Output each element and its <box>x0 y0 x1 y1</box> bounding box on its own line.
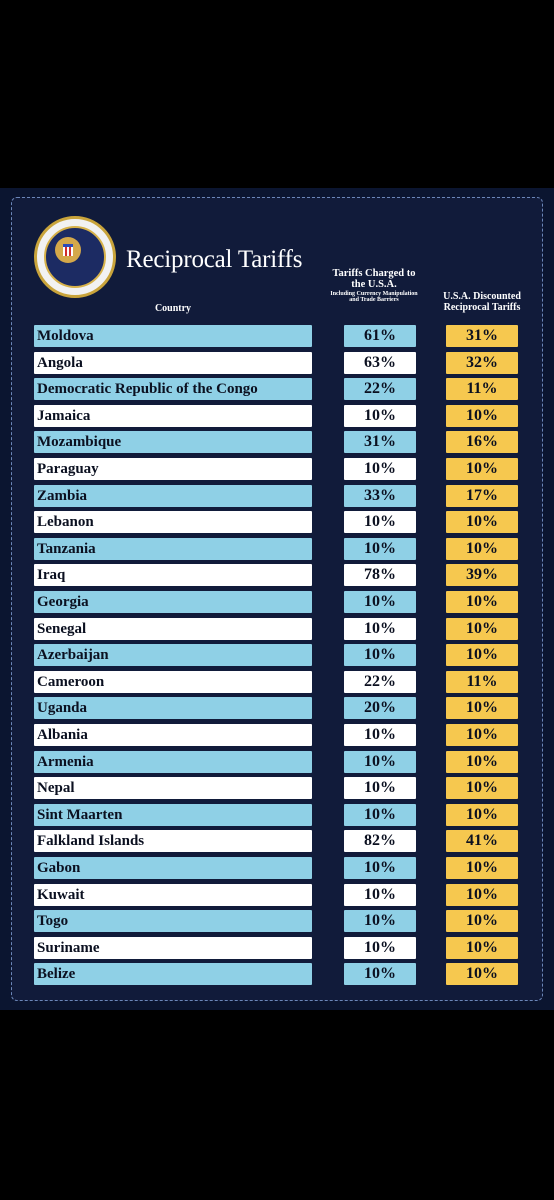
country-cell: Albania <box>34 724 312 746</box>
country-cell: Democratic Republic of the Congo <box>34 378 312 400</box>
charged-tariff-cell: 10% <box>344 884 416 906</box>
table-row <box>34 804 520 826</box>
table-row <box>34 724 520 746</box>
table-row <box>34 857 520 879</box>
charged-tariff-cell: 20% <box>344 697 416 719</box>
tariff-table <box>34 325 520 989</box>
discounted-tariff-cell: 17% <box>446 485 518 507</box>
charged-tariff-cell: 63% <box>344 352 416 374</box>
discounted-tariff-cell: 11% <box>446 671 518 693</box>
charged-tariff-cell: 61% <box>344 325 416 347</box>
discounted-tariff-cell: 10% <box>446 644 518 666</box>
discounted-tariff-cell: 10% <box>446 751 518 773</box>
country-cell: Gabon <box>34 857 312 879</box>
country-cell: Cameroon <box>34 671 312 693</box>
discounted-tariff-cell: 10% <box>446 884 518 906</box>
table-row <box>34 485 520 507</box>
table-row <box>34 352 520 374</box>
discounted-tariff-cell: 10% <box>446 405 518 427</box>
discounted-tariff-cell: 41% <box>446 830 518 852</box>
country-cell: Iraq <box>34 564 312 586</box>
discounted-tariff-cell: 10% <box>446 458 518 480</box>
country-cell: Kuwait <box>34 884 312 906</box>
table-row <box>34 910 520 932</box>
table-row <box>34 405 520 427</box>
discounted-tariff-cell: 16% <box>446 431 518 453</box>
country-cell: Senegal <box>34 618 312 640</box>
discounted-tariff-cell: 32% <box>446 352 518 374</box>
charged-tariff-cell: 10% <box>344 777 416 799</box>
table-row <box>34 564 520 586</box>
country-cell: Belize <box>34 963 312 985</box>
charged-tariff-cell: 10% <box>344 511 416 533</box>
discounted-tariff-cell: 10% <box>446 963 518 985</box>
table-row <box>34 618 520 640</box>
country-cell: Lebanon <box>34 511 312 533</box>
table-row <box>34 431 520 453</box>
country-cell: Moldova <box>34 325 312 347</box>
discounted-tariff-cell: 31% <box>446 325 518 347</box>
table-row <box>34 538 520 560</box>
header-charged-main: Tariffs Charged to the U.S.A. <box>332 268 416 291</box>
country-cell: Uganda <box>34 697 312 719</box>
discounted-tariff-cell: 10% <box>446 511 518 533</box>
table-row <box>34 671 520 693</box>
table-row <box>34 325 520 347</box>
table-row <box>34 937 520 959</box>
header-charged-sub: Including Currency Manipulation and Trade Barriers <box>330 291 418 304</box>
charged-tariff-cell: 10% <box>344 857 416 879</box>
charged-tariff-cell: 10% <box>344 458 416 480</box>
charged-tariff-cell: 78% <box>344 564 416 586</box>
charged-tariff-cell: 10% <box>344 405 416 427</box>
charged-tariff-cell: 22% <box>344 671 416 693</box>
charged-tariff-cell: 10% <box>344 538 416 560</box>
table-row <box>34 644 520 666</box>
discounted-tariff-cell: 10% <box>446 804 518 826</box>
table-row <box>34 378 520 400</box>
presidential-seal-icon <box>34 216 116 298</box>
charged-tariff-cell: 22% <box>344 378 416 400</box>
country-cell: Georgia <box>34 591 312 613</box>
charged-tariff-cell: 10% <box>344 751 416 773</box>
charged-tariff-cell: 82% <box>344 830 416 852</box>
discounted-tariff-cell: 10% <box>446 857 518 879</box>
charged-tariff-cell: 10% <box>344 644 416 666</box>
charged-tariff-cell: 33% <box>344 485 416 507</box>
table-row <box>34 777 520 799</box>
charged-tariff-cell: 10% <box>344 591 416 613</box>
charged-tariff-cell: 10% <box>344 910 416 932</box>
discounted-tariff-cell: 11% <box>446 378 518 400</box>
country-cell: Zambia <box>34 485 312 507</box>
discounted-tariff-cell: 10% <box>446 618 518 640</box>
country-cell: Jamaica <box>34 405 312 427</box>
charged-tariff-cell: 10% <box>344 937 416 959</box>
country-cell: Mozambique <box>34 431 312 453</box>
header-discounted: U.S.A. Discounted Reciprocal Tariffs <box>443 291 521 313</box>
discounted-tariff-cell: 10% <box>446 937 518 959</box>
charged-tariff-cell: 31% <box>344 431 416 453</box>
country-cell: Togo <box>34 910 312 932</box>
table-row <box>34 884 520 906</box>
charged-tariff-cell: 10% <box>344 963 416 985</box>
header-country: Country <box>154 303 192 314</box>
page-title: Reciprocal Tariffs <box>126 246 303 273</box>
table-row <box>34 591 520 613</box>
header-charged <box>326 268 422 304</box>
country-cell: Angola <box>34 352 312 374</box>
table-row <box>34 830 520 852</box>
discounted-tariff-cell: 10% <box>446 724 518 746</box>
table-row <box>34 697 520 719</box>
discounted-tariff-cell: 10% <box>446 697 518 719</box>
country-cell: Falkland Islands <box>34 830 312 852</box>
country-cell: Nepal <box>34 777 312 799</box>
discounted-tariff-cell: 10% <box>446 591 518 613</box>
shield-icon <box>63 244 73 256</box>
discounted-tariff-cell: 10% <box>446 538 518 560</box>
country-cell: Suriname <box>34 937 312 959</box>
table-row <box>34 963 520 985</box>
discounted-tariff-cell: 10% <box>446 777 518 799</box>
table-row <box>34 511 520 533</box>
table-row <box>34 751 520 773</box>
table-row <box>34 458 520 480</box>
country-cell: Sint Maarten <box>34 804 312 826</box>
country-cell: Tanzania <box>34 538 312 560</box>
charged-tariff-cell: 10% <box>344 804 416 826</box>
charged-tariff-cell: 10% <box>344 618 416 640</box>
country-cell: Azerbaijan <box>34 644 312 666</box>
country-cell: Paraguay <box>34 458 312 480</box>
country-cell: Armenia <box>34 751 312 773</box>
tariff-panel <box>0 188 554 1010</box>
charged-tariff-cell: 10% <box>344 724 416 746</box>
discounted-tariff-cell: 39% <box>446 564 518 586</box>
discounted-tariff-cell: 10% <box>446 910 518 932</box>
